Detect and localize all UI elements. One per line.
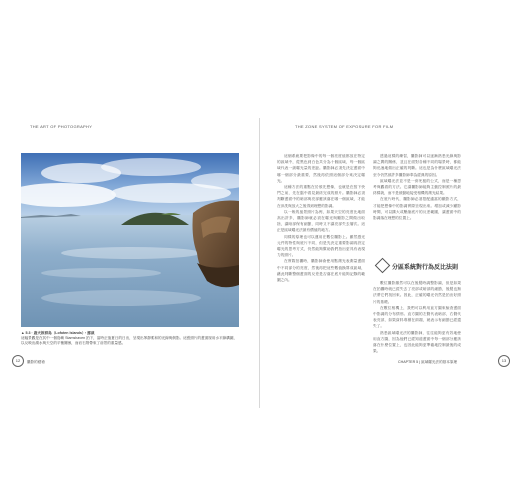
right-running-head: THE ZONE SYSTEM OF EXPOSURE FOR FILM (295, 124, 394, 129)
left-running-head: THE ART OF PHOTOGRAPHY (30, 124, 93, 129)
paragraph: 以一般的風景照片為例，如果天空的亮度比地面高出許多，攝影師就必須在曝光與顯影之間做出取捨，讓暗部保有細節，同時又不讓亮部失去層次。這正是區域曝光法最有價值的地方。 (277, 209, 365, 233)
left-page-number (12, 355, 24, 367)
paragraph: 這個系統要把影像中的每一個亮度值都放在特定的區域中，從黑色到白色共分為十個區域，每一個區域代表一級曝光量的差距。攝影師必須先決定畫面中哪一個部分最重要，然後再依照這個部分來決定曝光。 (277, 154, 365, 183)
right-page-number (498, 355, 510, 367)
caption-body: 這幅景觀是在其中一個島嶼 Stamshaven 拍下，當時正值夏日的日出，呈現出寧靜柔和的光線與倒影。這張照片的畫面採用水平線構圖，以反映出湖水與天空的平衡關係，而岩石則帶來了前景的重量感。 (21, 336, 238, 345)
paragraph: 在數位相機上，我們可以利用直方圖來檢查畫面中影調的分布情形。直方圖的左側代表暗部，右側代表亮部，如果資料堆積在兩端，就表示有細節已經遺失了。 (373, 305, 461, 329)
right-column-left (277, 153, 365, 353)
paragraph: 這種方法的重點在於預先想像，也就是在按下快門之前，先在腦中看見最終完成的照片。攝影師必須判斷畫面中的暗部與亮部應該落在哪一個區域，才能在沖洗與放大之後得到理想的影調。 (277, 185, 365, 208)
left-folio: 攝影的藝術 (27, 360, 45, 364)
section-heading (377, 260, 472, 272)
caption-title: ▲ 5.3 · 鹿夫敦群島（Lofoten Islands）・挪威 (21, 331, 95, 335)
section-heading-text: 分區系統對行為反比法則 (392, 265, 459, 271)
right-column-right-lower (373, 280, 461, 356)
paragraph: 透過這樣的練習，攝影師可以逐漸熟悉光線與影調之間的關係，並且在面對各種不同的場景時，都能夠迅速地做出正確的判斷。這也是為什麼區域曝光法至今仍然被許多攝影師奉為經典的原因。 (373, 154, 461, 177)
right-page-number-text: 13 (501, 358, 507, 363)
paragraph: 區域曝光法並不是一套死板的公式，而是一種思考與觀看的方法。它讓攝影師能夠主動控制照片的最終樣貌，而不是被動地接受相機的測光結果。 (373, 178, 461, 196)
paragraph: 熟悉區域曝光法的攝影師，往往能夠更有效地使用直方圖，因為他們已經知道畫面中每一個部分應該落在什麼位置上，也因此能夠更準確地控制最後的成果。 (373, 330, 461, 354)
paragraph: 在實際拍攝時，攝影師會使用點測光表測量畫面中不同部分的亮度，然後再把這些數值換算成區域，藉此判斷整個畫面的反差是否落在底片能夠記錄的範圍之內。 (277, 259, 365, 283)
page-gutter (259, 118, 260, 408)
paragraph: 同樣的原理也可以運用在數位攝影上。雖然感光元件的特性與底片不同，但是先決定重要影調再設定曝光的思考方式，仍然能夠幫助我們拍出更具有表現力的照片。 (277, 234, 365, 258)
right-folio: CHAPTER 5 | 區域曝光法的基本原理 (398, 360, 458, 364)
photo-caption (21, 331, 239, 346)
diamond-icon (375, 258, 391, 274)
paragraph: 在底片時代，攝影師必須搭配適當的顯影方式，才能把想像中的影調實際呈現出來。增加或減少顯影時間，可以擴大或壓縮底片的反差範圍，讓畫面中的影調落在理想的位置上。 (373, 197, 461, 221)
paragraph: 數位攝影雖然可以在後製時調整影調，但是如果在拍攝時就已經失去了亮部或暗部的細節，後製也無法將它們找回來。因此，正確的曝光仍然是拍出好照片的基礎。 (373, 281, 461, 304)
right-column-right (373, 153, 461, 253)
landscape-photo-svg (21, 153, 239, 327)
landscape-photo (21, 153, 239, 327)
left-page-number-text: 12 (15, 358, 21, 363)
